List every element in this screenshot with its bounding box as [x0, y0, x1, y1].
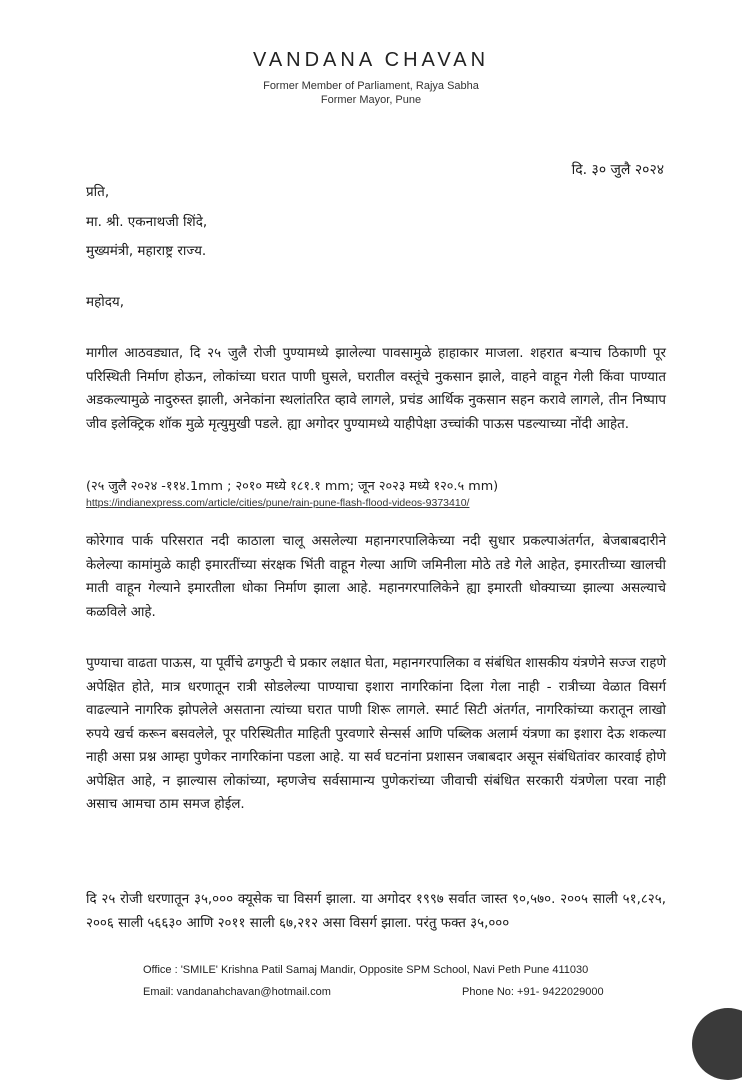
paragraph-koregaon-park: कोरेगाव पार्क परिसरात नदी काठाला चालू असलेल्या महानगरपालिकेच्या नदी सुधार प्रकल्पाअंतर्गत, बेजबाबदारीने केलेल्या कामांमुळे काही इमारतींच्या संरक्षक भिंती वाहून गेल्या आणि जमिनीला मोठे तडे गेले आहेत, इमारतीच्या खालची माती वाहून गेल्याने इमारतीला धोका निर्माण झाला आहे. महानगरपालिकेने ह्या इमारती धोक्याच्या झाल्या असल्याचे कळविले आहे. [86, 534, 666, 620]
letterhead-subtitle-parliament: Former Member of Parliament, Rajya Sabha [263, 80, 479, 92]
paragraph-dam-discharge: दि २५ रोजी धरणातून ३५,००० क्यूसेक चा विसर्ग झाला. या अगोदर १९९७ सर्वात जास्त ९०,५७०. २००५ साली ५१,८२५, २००६ साली ५६६३० आणि २०११ साली ६७,२१२ असा विसर्ग झाला. परंतु फक्त ३५,००० [86, 892, 666, 931]
letterhead-subtitle-mayor: Former Mayor, Pune [320, 94, 422, 106]
page-corner-shadow [692, 1008, 742, 1080]
letterhead-name: VANDANA CHAVAN [252, 49, 490, 71]
footer-office-address: Office : 'SMILE' Krishna Patil Samaj Mandir, Opposite SPM School, Navi Peth Pune 411030 [143, 964, 589, 976]
recipient-prati: प्रति, [86, 184, 110, 200]
salutation: महोदय, [86, 294, 125, 310]
footer-email: Email: vandanahchavan@hotmail.com [143, 986, 331, 998]
rainfall-reference: (२५ जुलै २०२४ -११४.1mm ; २०१० मध्ये १८१.१ mm; जून २०२३ मध्ये १२०.५ mm) [86, 479, 499, 494]
letter-date: दि. ३० जुलै २०२४ [571, 162, 664, 178]
recipient-designation: मुख्यमंत्री, महाराष्ट्र राज्य. [86, 243, 207, 259]
source-link[interactable]: https://indianexpress.com/article/cities/pune/rain-pune-flash-flood-videos-9373410/ [86, 497, 470, 509]
recipient-name: मा. श्री. एकनाथजी शिंदे, [86, 214, 208, 230]
paragraph-flood-impact: मागील आठवड्यात, दि २५ जुलै रोजी पुण्यामध्ये झालेल्या पावसामुळे हाहाकार माजला. शहरात बऱ्याच ठिकाणी पूर परिस्थिती निर्माण होऊन, लोकांच्या घरात पाणी घुसले, घरातील वस्तूंचे नुकसान झाले, वाहने वाहून गेली किंवा पाण्यात अडकल्यामुळे नादुरुस्त झाली, अनेकांना स्थलांतरित व्हावे लागले, प्रचंड आर्थिक नुकसान सहन करावे लागले, तीन निष्पाप जीव इलेक्ट्रिक शॉक मुळे मृत्युमुखी पडले. ह्या अगोदर पुण्यामध्ये याहीपेक्षा उच्चांकी पाऊस पडल्याच्या नोंदी आहेत. [86, 346, 666, 432]
paragraph-warning-system: पुण्याचा वाढता पाऊस, या पूर्वीचे ढगफुटी चे प्रकार लक्षात घेता, महानगरपालिका व संबंधित शासकीय यंत्रणेने सज्ज राहणे अपेक्षित होते, मात्र धरणातून रात्री सोडलेल्या पाण्याचा इशारा नागरिकांना दिला गेला नाही - रात्रीच्या वेळात विसर्ग वाढल्याने नागरिक झोपलेले असताना त्यांच्या घरात पाणी शिरू लागले. स्मार्ट सिटी अंतर्गत, नागरिकांच्या करातून लाखो रुपये खर्च करून बसवलेले, पूर परिस्थितीत माहिती पुरवणारे सेन्सर्स आणि पब्लिक अलार्म यंत्रणा का इशारा देऊ शकल्या नाही असा प्रश्न आम्हा पुणेकर नागरिकांना पडला आहे. या सर्व घटनांना प्रशासन जबाबदार असून संबंधितांवर कारवाई होणे अपेक्षित आहे, न झाल्यास लोकांच्या, म्हणजेच सर्वसामान्य पुणेकरांच्या जीवाची संबंधित सरकारी यंत्रणेला परवा नाही असाच आमचा ठाम समज होईल. [86, 656, 666, 812]
footer-phone: Phone No: +91- 9422029000 [462, 986, 604, 998]
